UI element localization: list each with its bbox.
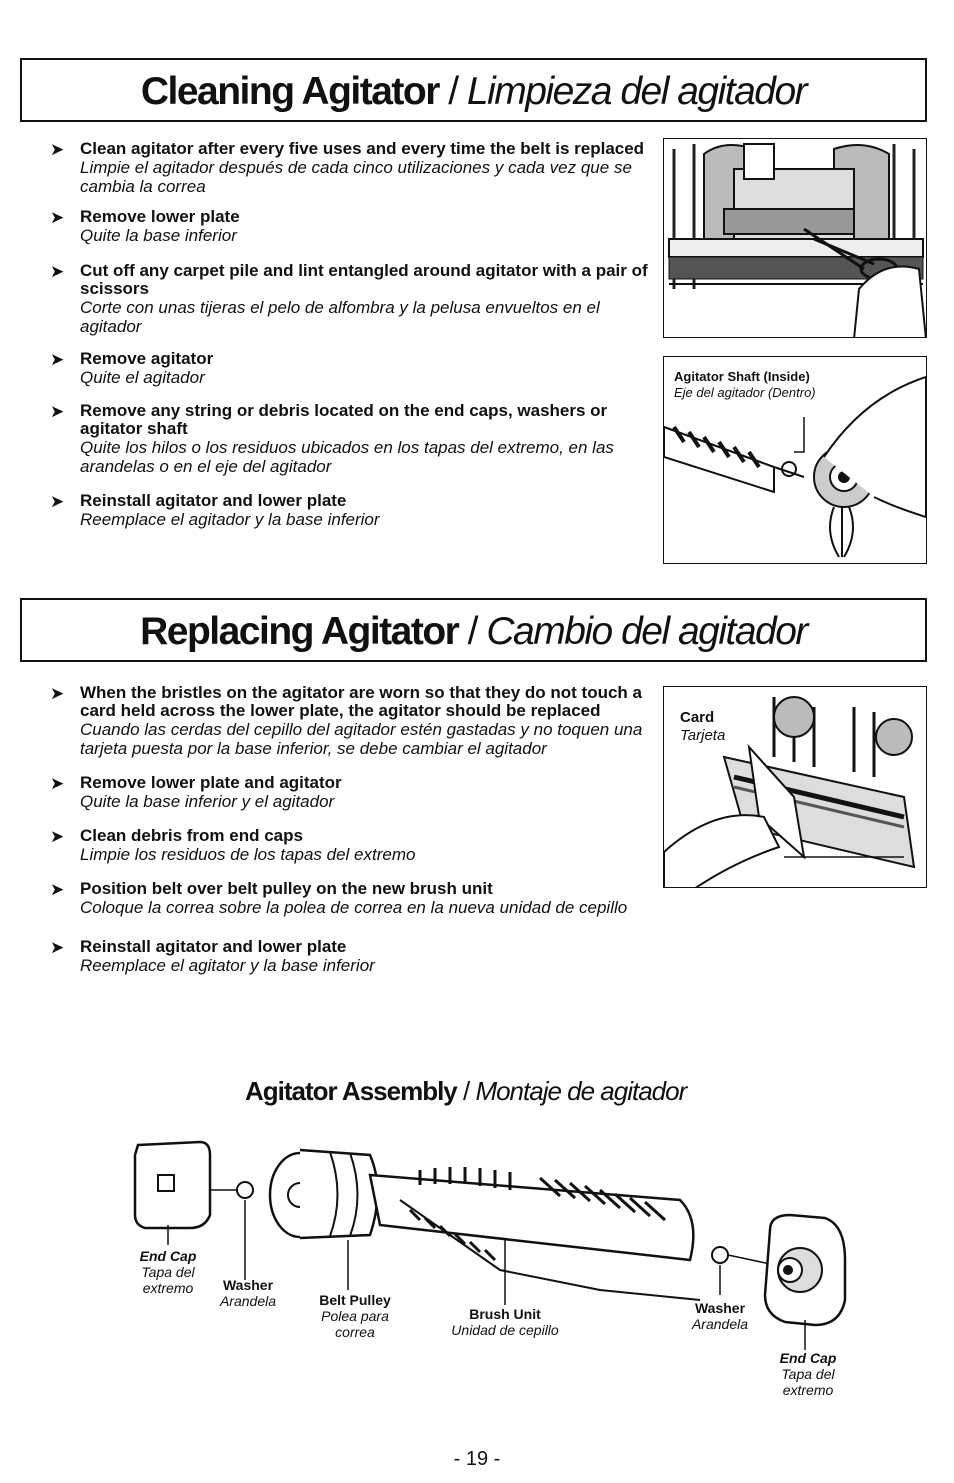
arrow-icon: ➤ bbox=[50, 774, 65, 793]
cleaning-step: ➤ Reinstall agitator and lower plate Reemplace el agitador y la base inferior bbox=[50, 491, 380, 529]
cleaning-step: ➤ Remove lower plate Quite la base inferior bbox=[50, 207, 240, 245]
washer-right-label: Washer Arandela bbox=[691, 1300, 749, 1332]
section-cleaning-title: Cleaning Agitator / Limpieza del agitador bbox=[140, 70, 807, 113]
arrow-icon: ➤ bbox=[50, 938, 65, 957]
arrow-icon: ➤ bbox=[50, 880, 65, 899]
section-replacing-title: Replacing Agitator / Cambio del agitador bbox=[140, 610, 807, 653]
end-cap-left-label: End Cap Tapa del extremo bbox=[139, 1248, 197, 1296]
replacing-step: ➤ Position belt over belt pulley on the new brush unit Coloque la correa sobre la polea de correa en la nueva unidad de cepillo bbox=[50, 879, 628, 917]
cleaning-step: ➤ Remove any string or debris located on the end caps, washers or agitator shaft Quite los hilos o los residuos ubicados en los tapas del extremo, en las arandelas o en el eje del agitador bbox=[50, 401, 614, 476]
replacing-step: ➤ When the bristles on the agitator are worn so that they do not touch a card held across the lower plate, the agitator should be replaced Cuando las cerdas del cepillo del agitador estén gastadas y no toquen una tarjeta puesta por la base inferior, se debe cambiar el agitador bbox=[50, 683, 643, 758]
replacing-steps-list bbox=[50, 684, 690, 975]
card-label: Card Tarjeta bbox=[680, 709, 726, 744]
cleaning-step: ➤ Clean agitator after every five uses and every time the belt is replaced Limpie el agitador después de cada cinco utilizaciones y cada vez que se cambia la correa bbox=[50, 139, 645, 196]
card-vacuum-icon bbox=[664, 687, 927, 888]
cleaning-step: ➤ Remove agitator Quite el agitador bbox=[50, 349, 214, 387]
arrow-icon: ➤ bbox=[50, 262, 65, 281]
arrow-icon: ➤ bbox=[50, 402, 65, 421]
replacing-step: ➤ Remove lower plate and agitator Quite la base inferior y el agitador bbox=[50, 773, 342, 811]
replacing-step: ➤ Reinstall agitator and lower plate Reemplace el agitator y la base inferior bbox=[50, 937, 375, 975]
cleaning-steps-list bbox=[50, 140, 660, 529]
card-illustration bbox=[663, 686, 927, 888]
agitator-shaft-label: Agitator Shaft (Inside) Eje del agitador (Dentro) bbox=[674, 369, 816, 400]
assembly-title: Agitator Assembly / Montaje de agitador bbox=[245, 1076, 687, 1106]
section-replacing-title-box bbox=[20, 598, 927, 662]
arrow-icon: ➤ bbox=[50, 208, 65, 227]
brush-unit-label: Brush Unit Unidad de cepillo bbox=[451, 1306, 559, 1338]
arrow-icon: ➤ bbox=[50, 827, 65, 846]
washer-left-label: Washer Arandela bbox=[219, 1277, 277, 1309]
belt-pulley-label: Belt Pulley Polea para correa bbox=[319, 1292, 391, 1340]
cleaning-step: ➤ Cut off any carpet pile and lint entangled around agitator with a pair of scissors Corte con unas tijeras el pelo de alfombra y la pelusa envueltos en el agitador bbox=[50, 261, 648, 336]
agitator-shaft-icon bbox=[664, 357, 927, 564]
replacing-step: ➤ Clean debris from end caps Limpie los residuos de los tapas del extremo bbox=[50, 826, 416, 864]
page-number: - 19 - bbox=[453, 1448, 501, 1470]
agitator-shaft-illustration bbox=[663, 356, 927, 564]
arrow-icon: ➤ bbox=[50, 350, 65, 369]
scissors-illustration bbox=[663, 138, 927, 338]
end-cap-right-label: End Cap Tapa del extremo bbox=[779, 1350, 837, 1398]
arrow-icon: ➤ bbox=[50, 140, 65, 159]
section-cleaning-title-box bbox=[20, 58, 927, 122]
vacuum-scissors-icon bbox=[664, 139, 927, 338]
arrow-icon: ➤ bbox=[50, 492, 65, 511]
arrow-icon: ➤ bbox=[50, 684, 65, 703]
